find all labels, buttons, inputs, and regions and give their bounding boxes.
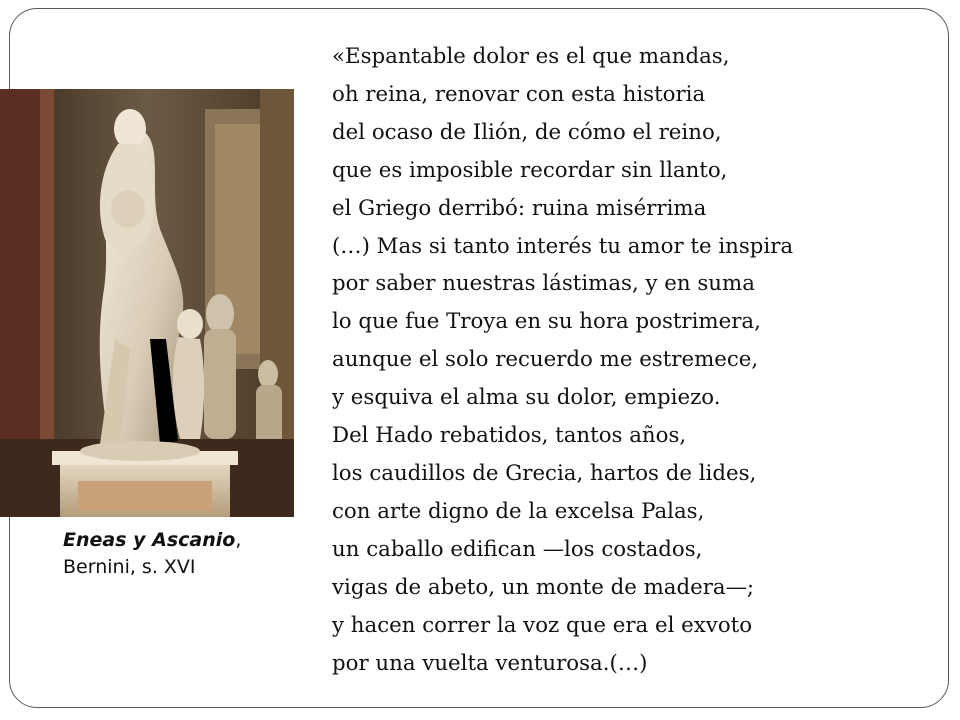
poem-text — [332, 38, 932, 682]
poem-line: «Espantable dolor es el que mandas, — [332, 44, 730, 69]
poem-line: oh reina, renovar con esta historia — [332, 81, 706, 107]
poem-line: el Griego derribó: ruina misérrima — [332, 195, 707, 221]
poem-line: por saber nuestras lástimas, y en suma — [332, 271, 755, 297]
poem-line: del ocaso de Ilión, de cómo el reino, — [332, 119, 722, 145]
poem-line: Del Hado rebatidos, tantos años, — [332, 423, 687, 449]
poem-line: y esquiva el alma su dolor, empiezo. — [332, 385, 721, 411]
caption-title: Eneas y Ascanio — [63, 529, 236, 551]
poem-line: (…) Mas si tanto interés tu amor te inspira — [332, 233, 794, 259]
caption-separator: , — [235, 529, 242, 551]
poem-line: un caballo edifican —los costados, — [332, 536, 703, 562]
statue-image — [0, 89, 294, 517]
image-caption — [63, 527, 283, 581]
poem-line: vigas de abeto, un monte de madera—; — [332, 574, 755, 600]
statue-photo — [0, 89, 294, 517]
poem-line: por una vuelta venturosa.(…) — [332, 650, 648, 676]
caption-author: Bernini, s. XVI — [63, 556, 196, 578]
poem-line: con arte digno de la excelsa Palas, — [332, 498, 705, 524]
poem-line: los caudillos de Grecia, hartos de lides, — [332, 460, 757, 486]
poem-line: aunque el solo recuerdo me estremece, — [332, 347, 759, 373]
poem-line: lo que fue Troya en su hora postrimera, — [332, 309, 761, 335]
poem-line: y hacen correr la voz que era el exvoto — [332, 612, 753, 638]
poem-line: que es imposible recordar sin llanto, — [332, 157, 728, 183]
